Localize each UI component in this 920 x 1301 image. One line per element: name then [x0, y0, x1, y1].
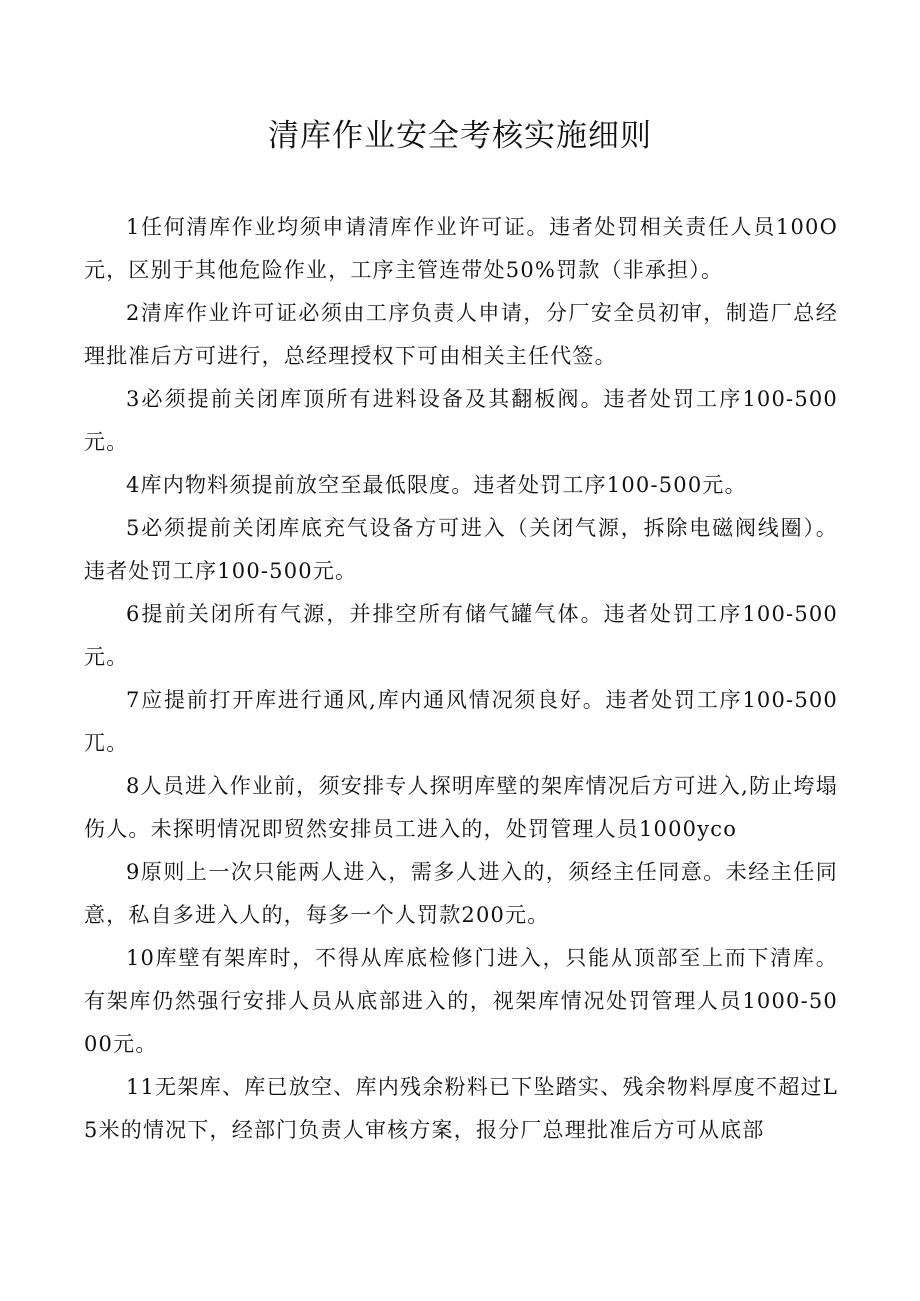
paragraph-2: 2清库作业许可证必须由工序负责人申请，分厂安全员初审，制造厂总经理批准后方可进行，总经理授权下可由相关主任代签。: [84, 301, 838, 368]
paragraph-11: 11无架库、库已放空、库内残余粉料已下坠踏实、残余物料厚度不超过L5米的情况下，经部门负责人审核方案，报分厂总理批准后方可从底部: [84, 1075, 838, 1142]
document-title: 清库作业安全考核实施细则: [268, 118, 652, 154]
paragraph-10: 10库壁有架库时，不得从库底检修门进入，只能从顶部至上而下清库。有架库仍然强行安排人员从底部进入的，视架库情况处罚管理人员1000-5000元。: [84, 946, 838, 1056]
paragraph-8: 8人员进入作业前，须安排专人探明库壁的架库情况后方可进入,防止垮塌伤人。未探明情况即贸然安排员工进入的，处罚管理人员1000yco: [84, 774, 838, 841]
paragraph-4: 4库内物料须提前放空至最低限度。违者处罚工序100-500元。: [126, 473, 747, 497]
paragraph-6: 6提前关闭所有气源，并排空所有储气罐气体。违者处罚工序100-500元。: [84, 602, 838, 669]
paragraph-3: 3必须提前关闭库顶所有进料设备及其翻板阀。违者处罚工序100-500元。: [84, 387, 838, 454]
paragraph-5: 5必须提前关闭库底充气设备方可进入（关闭气源，拆除电磁阀线圈）。违者处罚工序100-500元。: [84, 516, 838, 583]
paragraph-9: 9原则上一次只能两人进入，需多人进入的，须经主任同意。未经主任同意，私自多进入人的，每多一个人罚款200元。: [84, 860, 838, 927]
document-body: [84, 206, 838, 1152]
paragraph-7: 7应提前打开库进行通风,库内通风情况须良好。违者处罚工序100-500兀。: [84, 688, 838, 755]
paragraph-1: 1任何清库作业均须申请清库作业许可证。违者处罚相关责任人员100O元，区别于其他危险作业，工序主管连带处50%罚款（非承担）。: [84, 215, 838, 282]
